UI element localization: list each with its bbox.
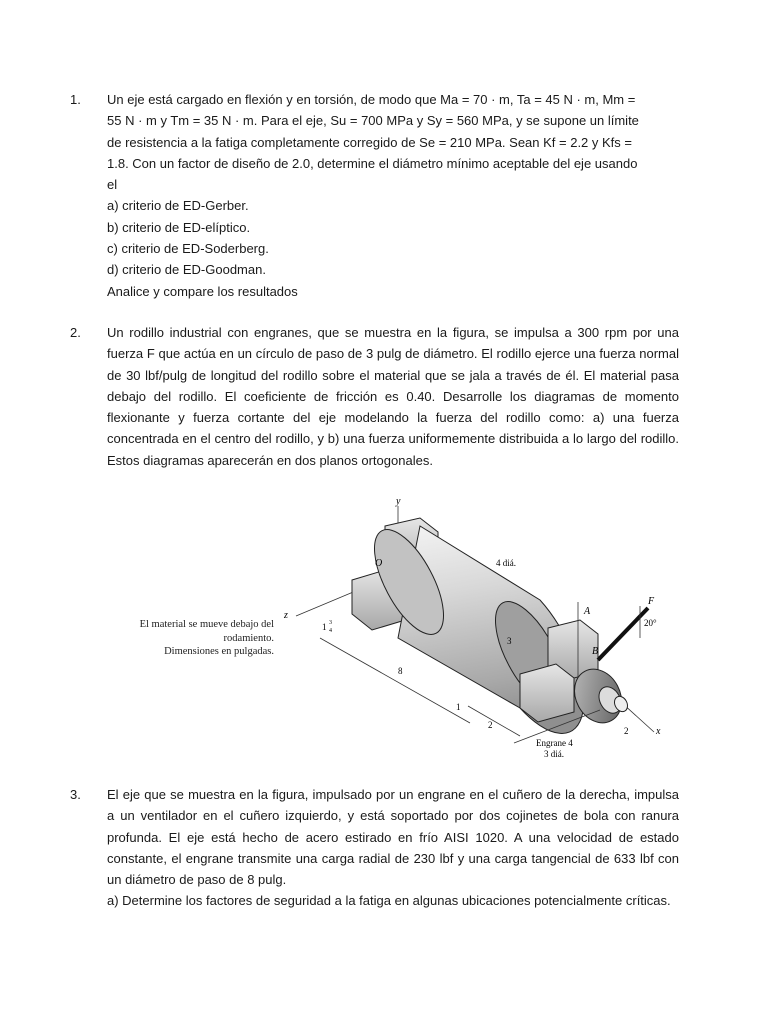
paragraph: El eje que se muestra en la figura, impulsado por un engrane en el cuñero de la derecha, impulsa a un ventilador en el cuñero izquierdo, y está soportado por dos cojinetes de bola con ranura profunda. El eje está hecho de acero estirado en frío AISI 1020. A una velocidad de estado constante, el engrane transmite una carga radial de 230 lbf y una carga tangencial de 633 lbf con un diámetro de paso de 8 pulg.	[107, 787, 679, 888]
text-line: 1.8. Con un factor de diseño de 2.0, determine el diámetro mínimo aceptable del eje usando	[107, 155, 638, 171]
text-line: c) criterio de ED-Soderberg.	[107, 241, 269, 257]
label-z: z	[284, 610, 288, 621]
text-line: 55 N · m y Tm = 35 N · m. Para el eje, Su = 700 MPa y Sy = 560 MPa, y se supone un límite	[107, 113, 639, 129]
problem-text	[107, 89, 679, 302]
text-line: Analice y compare los resultados	[107, 283, 298, 299]
label-gear-name: Engrane 4	[536, 738, 573, 748]
problem-number: 3.	[70, 787, 81, 802]
text-line: a) criterio de ED-Gerber.	[107, 198, 249, 214]
problem-text	[107, 784, 679, 912]
label-dim-8: 8	[398, 666, 403, 676]
label-f: F	[648, 596, 655, 607]
label-o: O	[375, 558, 383, 569]
force-arrow	[598, 608, 648, 660]
roller-figure	[0, 488, 768, 763]
problem-number: 2.	[70, 325, 81, 340]
label-frac-num: 3	[329, 620, 332, 626]
label-a: A	[584, 606, 591, 617]
label-b: B	[592, 646, 599, 657]
label-dim-3: 3	[507, 636, 512, 646]
label-dim-1-3-4: 1	[322, 622, 327, 632]
problem-number: 1.	[70, 92, 81, 107]
caption-line: rodamiento.	[223, 632, 274, 644]
label-dim-2-3-4: 2	[488, 720, 493, 730]
text-line: Un eje está cargado en flexión y en torsión, de modo que Ma = 70 · m, Ta = 45 N · m, Mm =	[107, 92, 636, 107]
roller-drawing	[0, 488, 768, 763]
label-dim-2: 2	[624, 726, 629, 736]
paragraph: Un rodillo industrial con engranes, que se muestra en la figura, se impulsa a 300 rpm por una fuerza F que actúa en un círculo de paso de 3 pulg de diámetro. El rodillo ejerce una fuerza normal de 30 lbf/pulg de longitud del rodillo sobre el material que se jala a través de él. El material pasa debajo del rodillo. El coeficiente de fricción es 0.40. Desarrolle los diagramas de momento flexionante y fuerza cortante del eje modelando la fuerza del rodillo como: a) una fuerza concentrada en el centro del rodillo, y b) una fuerza uniformemente distribuida a lo largo del rodillo. Estos diagramas aparecerán en dos planos ortogonales.	[107, 325, 679, 468]
label-roller-dia: 4 diá.	[496, 558, 516, 568]
problem-text	[107, 322, 679, 471]
label-frac-den: 4	[329, 628, 332, 634]
label-angle: 20°	[644, 618, 657, 628]
text-line: b) criterio de ED-elíptico.	[107, 219, 251, 235]
text-line: d) criterio de ED-Goodman.	[107, 262, 266, 278]
caption-line: El material se mueve debajo del	[139, 619, 274, 630]
label-dim-1-3-4-b: 1	[456, 702, 461, 712]
label-x: x	[656, 726, 661, 737]
subitem: a) Determine los factores de seguridad a la fatiga en algunas ubicaciones potencialmente críticas.	[107, 893, 671, 909]
label-y: y	[396, 496, 401, 507]
text-line: el	[107, 177, 118, 193]
dim-line-bottom	[468, 706, 520, 736]
label-gear-dia: 3 diá.	[544, 749, 564, 759]
right-bearing-lower	[520, 664, 574, 722]
caption-line: Dimensiones en pulgadas.	[164, 646, 274, 657]
text-line: de resistencia a la fatiga completamente corregido de Se = 210 MPa. Sean Kf = 2.2 y Kfs =	[107, 134, 633, 150]
